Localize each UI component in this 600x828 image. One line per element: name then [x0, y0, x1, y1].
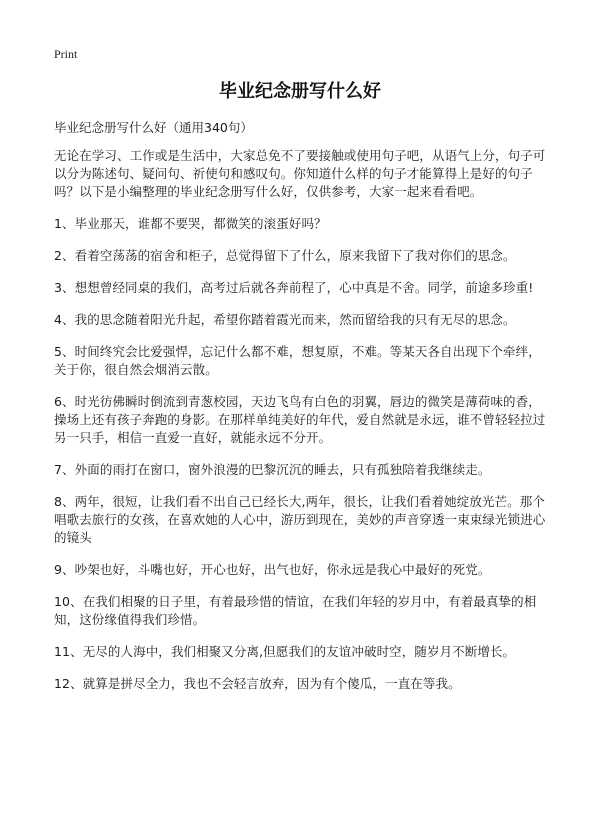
article-body — [54, 147, 550, 707]
list-item: 5、时间终究会比爱强悍，忘记什么都不难，想复原，不难。等某天各自出现下个牵绊，关于你，很自然会烟消云散。 — [54, 344, 541, 377]
print-link[interactable]: Print — [54, 47, 78, 61]
subtitle: 毕业纪念册写什么好（通用340句） — [54, 120, 253, 135]
intro-paragraph: 无论在学习、工作或是生活中，大家总免不了要接触或使用句子吧，从语气上分，句子可以分为陈述句、疑问句、祈使句和感叹句。你知道什么样的句子才能算得上是好的句子吗？以下是小编整理的毕业纪念册写什么好，仅供参考，大家一起来看看吧。 — [54, 148, 546, 199]
list-item: 7、外面的雨打在窗口，窗外浪漫的巴黎沉沉的睡去，只有孤独陪着我继续走。 — [54, 462, 491, 477]
list-item: 12、就算是拼尽全力，我也不会轻言放弃，因为有个傻瓜，一直在等我。 — [54, 676, 461, 691]
list-item: 3、想想曾经同桌的我们，高考过后就各奔前程了，心中真是不舍。同学，前途多珍重! — [54, 280, 534, 295]
list-item: 4、我的思念随着阳光升起，希望你踏着霞光而来，然而留给我的只有无尽的思念。 — [54, 312, 516, 327]
list-item: 11、无尽的人海中，我们相聚又分离,但愿我们的友谊冲破时空，随岁月不断增长。 — [54, 644, 516, 659]
page-title: 毕业纪念册写什么好 — [219, 81, 381, 102]
list-item: 2、看着空荡荡的宿舍和柜子，总觉得留下了什么，原来我留下了我对你们的思念。 — [54, 248, 516, 263]
list-item: 10、在我们相聚的日子里，有着最珍惜的情谊，在我们年轻的岁月中，有着最真挚的相知，这份缘值得我们珍惜。 — [54, 594, 537, 627]
list-item: 9、吵架也好，斗嘴也好，开心也好，出气也好，你永远是我心中最好的死党。 — [54, 562, 491, 577]
list-item: 8、两年，很短，让我们看不出自己已经长大,两年，很长，让我们看着她绽放光芒。那个唱歌去旅行的女孩，在喜欢她的人心中，游历到现在，美妙的声音穿透一束束绿光锁进心的镜头 — [54, 494, 546, 545]
list-item: 1、毕业那天，谁都不要哭，都微笑的滚蛋好吗？ — [54, 216, 327, 231]
list-item: 6、时光彷佛瞬时倒流到青葱校园，天边飞鸟有白色的羽翼，唇边的微笑是薄荷味的香，操场上还有孩子奔跑的身影。在那样单纯美好的年代，爱自然就是永远，谁不曾轻轻拉过另一只手，相信一直爱一直好，就能永远不分开。 — [54, 394, 546, 445]
